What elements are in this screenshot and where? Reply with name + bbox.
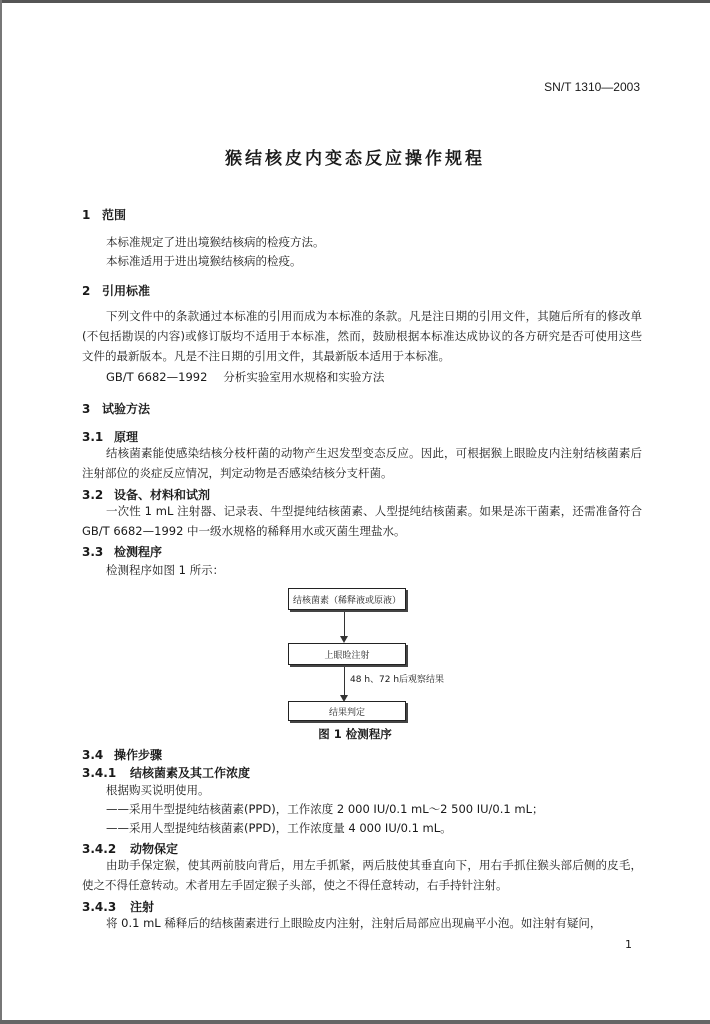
flowchart-box-result: 结果判定: [288, 701, 406, 721]
page-number: 1: [625, 938, 632, 951]
section-3-3-line: 检测程序如图 1 所示：: [106, 563, 225, 577]
section-2-paragraph: 下列文件中的条款通过本标准的引用而成为本标准的条款。凡是注日期的引用文件，其随后所有的修改单(不包括勘误的内容)或修订版均不适用于本标准，然而，鼓励根据本标准达成协议的各方研究是否可使用这些文件的最新版本。凡是不注日期的引用文件，其最新版本适用于本标准。: [82, 309, 642, 363]
scan-edge-bottom: [0, 1020, 710, 1024]
section-3-4-2-heading: 3.4.2 动物保定: [82, 842, 179, 856]
figure-caption: 图 1 检测程序: [318, 727, 392, 741]
section-3-1-heading: 3.1 原理: [82, 430, 139, 444]
flowchart-box-tuberculin: 结核菌素（稀释液或原液）: [288, 588, 406, 610]
reference-title: 分析实验室用水规格和实验方法: [223, 370, 385, 384]
flowchart-connector-1: [344, 612, 345, 638]
section-3-4-3-heading: 3.4.3 注射: [82, 900, 155, 914]
scan-edge-top: [0, 0, 710, 3]
section-3-4-1-line-2: ——采用牛型提纯结核菌素(PPD)，工作浓度 2 000 IU/0.1 mL～2 500 IU/0.1 mL；: [106, 802, 544, 816]
section-1-line-1: 本标准规定了进出境猴结核病的检疫方法。: [106, 235, 325, 249]
flowchart-box-injection: 上眼睑注射: [288, 643, 406, 665]
section-3-4-1-line-3: ——采用人型提纯结核菌素(PPD)，工作浓度量 4 000 IU/0.1 mL。: [106, 821, 452, 835]
section-3-2-heading: 3.2 设备、材料和试剂: [82, 488, 211, 502]
section-3-4-3-paragraph: 将 0.1 mL 稀释后的结核菌素进行上眼睑皮内注射，注射后局部应出现扁平小泡。如注射有疑问，: [106, 916, 602, 930]
section-1-line-2: 本标准适用于进出境猴结核病的检疫。: [106, 254, 302, 268]
reference-gb-6682: [106, 369, 384, 386]
section-3-4-1-heading: 3.4.1 结核菌素及其工作浓度: [82, 766, 251, 780]
document-code: SN/T 1310—2003: [544, 80, 640, 94]
section-1-heading: 1 范围: [82, 208, 127, 222]
section-3-heading: 3 试验方法: [82, 402, 151, 416]
flowchart-arrow-1: [340, 636, 348, 643]
section-3-3-heading: 3.3 检测程序: [82, 545, 163, 559]
section-3-4-2-paragraph: 由助手保定猴，使其两前肢向背后，用左手抓紧，两后肢使其垂直向下，用右手抓住猴头部后侧的皮毛，使之不得任意转动。术者用左手固定猴子头部，使之不得任意转动，右手持针注射。: [82, 858, 642, 892]
section-3-2-paragraph: 一次性 1 mL 注射器、记录表、牛型提纯结核菌素、人型提纯结核菌素。如果是冻干菌素，还需准备符合 GB/T 6682—1992 中一级水规格的稀释用水或灭菌生理盐水。: [82, 504, 642, 538]
flowchart-arrow-label: 48 h、72 h后观察结果: [350, 675, 445, 685]
flowchart-connector-2: [344, 667, 345, 697]
section-2-heading: 2 引用标准: [82, 284, 151, 298]
section-3-1-paragraph: 结核菌素能使感染结核分枝杆菌的动物产生迟发型变态反应。因此，可根据猴上眼睑皮内注射结核菌素后注射部位的炎症反应情况，判定动物是否感染结核分支杆菌。: [82, 446, 642, 480]
section-3-4-heading: 3.4 操作步骤: [82, 748, 163, 762]
page-title: 猴结核皮内变态反应操作规程: [225, 149, 485, 169]
section-3-4-1-line-1: 根据购买说明使用。: [106, 783, 210, 797]
reference-code: GB/T 6682—1992: [106, 370, 208, 384]
